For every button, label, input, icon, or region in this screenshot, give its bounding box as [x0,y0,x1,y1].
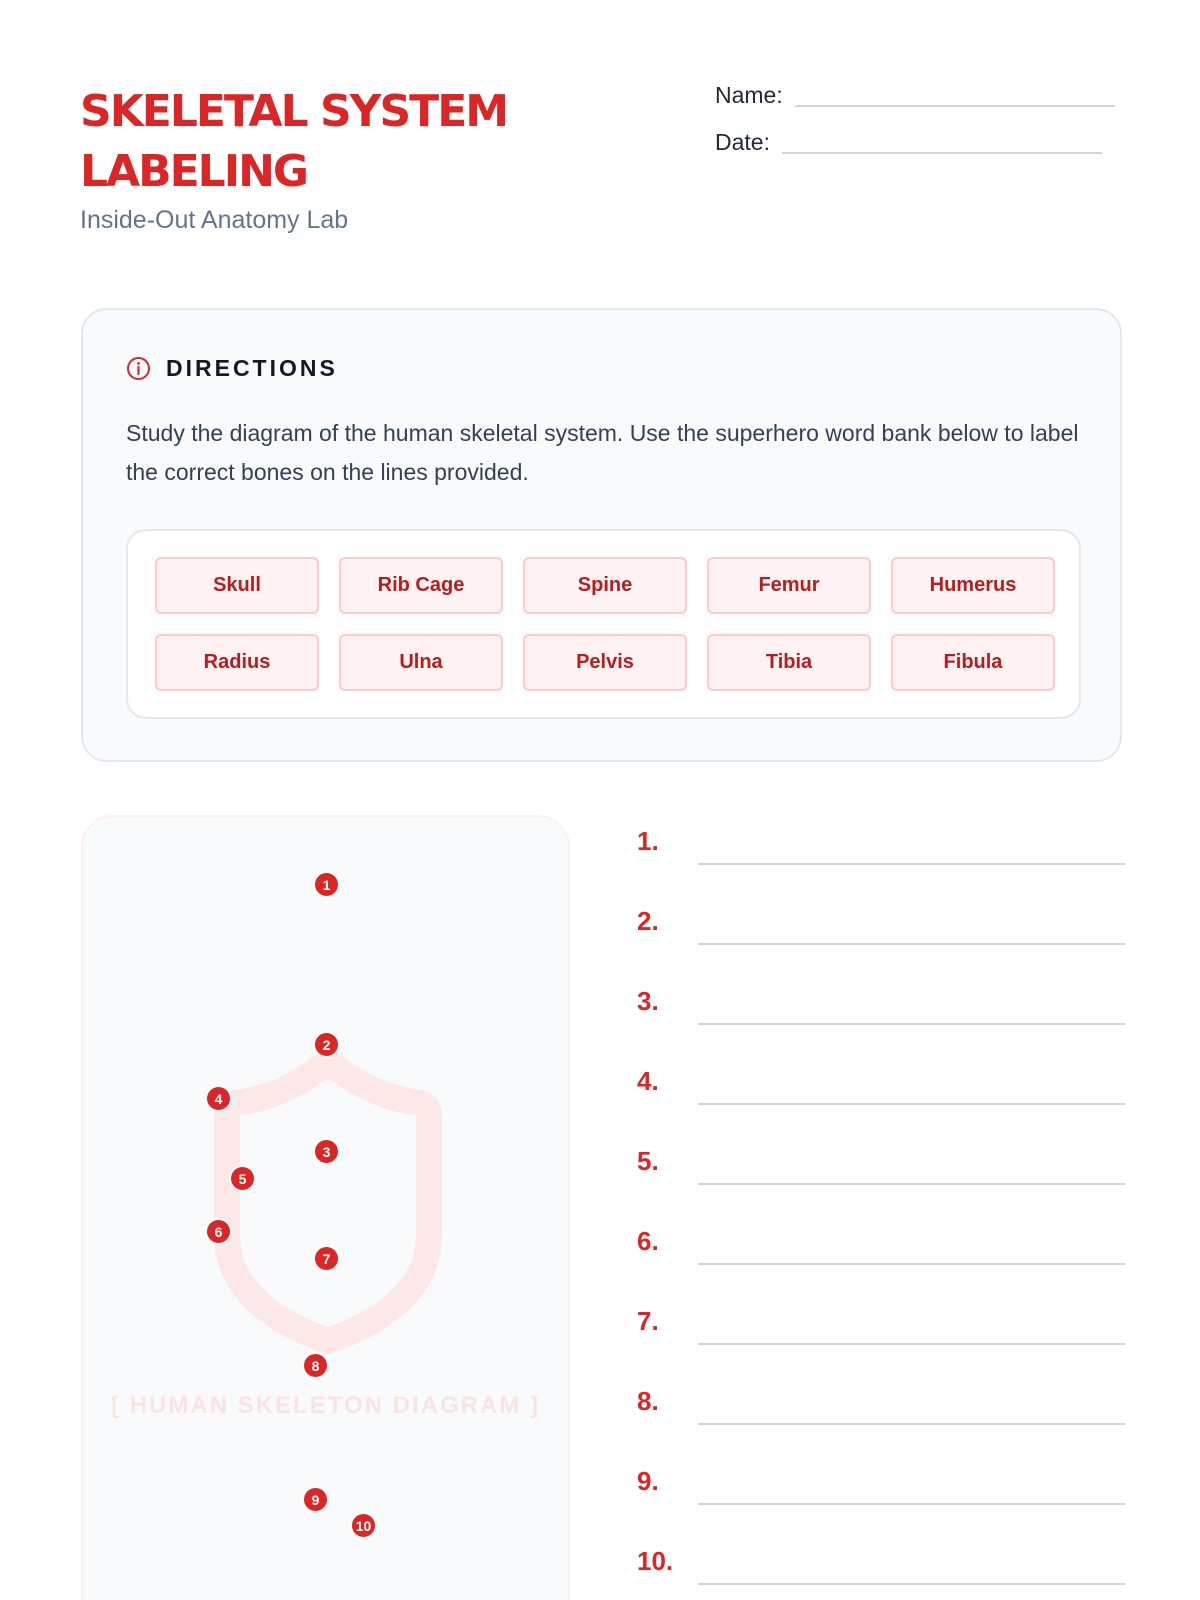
word-bank-item: Skull [155,557,319,614]
worksheet-title: SKELETAL SYSTEM LABELING [80,86,508,197]
answer-number: 2. [637,906,659,936]
answer-number: 5. [637,1146,659,1176]
diagram-marker: 5 [229,1165,256,1192]
skeleton-diagram [81,815,570,1600]
name-label: Name: [715,82,783,108]
word-bank-item: Tibia [707,634,871,691]
diagram-marker: 8 [302,1352,329,1379]
word-bank-item: Spine [523,557,687,614]
answer-number: 4. [637,1066,659,1096]
diagram-marker: 7 [313,1245,340,1272]
answer-number: 6. [637,1226,659,1256]
answer-line-10[interactable] [637,1546,1125,1586]
answer-blank[interactable] [698,1343,1125,1345]
date-label: Date: [715,129,770,155]
diagram-caption: [ HUMAN SKELETON DIAGRAM ] [111,1392,540,1419]
answer-line-8[interactable] [637,1386,1125,1426]
directions-text: Study the diagram of the human skeletal system. Use the superhero word bank below to label the correct bones on the lines provided. [126,420,1079,485]
name-line[interactable] [795,105,1115,107]
answer-line-7[interactable] [637,1306,1125,1346]
answer-blank[interactable] [698,943,1125,945]
shield-icon [207,1045,449,1355]
answer-number: 7. [637,1306,659,1336]
answer-blank[interactable] [698,1183,1125,1185]
answer-line-2[interactable] [637,906,1125,946]
answer-line-9[interactable] [637,1466,1125,1506]
directions-title: DIRECTIONS [166,355,338,381]
answer-line-3[interactable] [637,986,1125,1026]
diagram-marker: 3 [313,1138,340,1165]
diagram-marker: 6 [205,1218,232,1245]
word-bank-item: Pelvis [523,634,687,691]
word-bank-item: Femur [707,557,871,614]
name-field[interactable] [715,82,1115,109]
answer-line-4[interactable] [637,1066,1125,1106]
answer-blank[interactable] [698,1023,1125,1025]
word-bank [126,529,1081,719]
answer-number: 9. [637,1466,659,1496]
worksheet-subtitle: Inside-Out Anatomy Lab [80,206,349,234]
diagram-marker: 9 [302,1486,329,1513]
answer-number: 1. [637,826,659,856]
answer-line-6[interactable] [637,1226,1125,1266]
answer-number: 10. [637,1546,674,1576]
directions-card [81,308,1122,762]
answer-number: 8. [637,1386,659,1416]
directions-header [126,355,338,382]
answer-line-1[interactable] [637,826,1125,866]
word-bank-item: Radius [155,634,319,691]
answer-line-5[interactable] [637,1146,1125,1186]
date-line[interactable] [782,152,1102,154]
date-field[interactable] [715,129,1102,156]
diagram-marker: 2 [313,1031,340,1058]
answer-number: 3. [637,986,659,1016]
word-bank-item: Rib Cage [339,557,503,614]
word-bank-item: Humerus [891,557,1055,614]
answer-blank[interactable] [698,1503,1125,1505]
word-bank-item: Fibula [891,634,1055,691]
info-icon [126,356,151,381]
answer-blank[interactable] [698,863,1125,865]
answer-blank[interactable] [698,1583,1125,1585]
diagram-marker: 4 [205,1085,232,1112]
diagram-marker: 1 [313,871,340,898]
word-bank-item: Ulna [339,634,503,691]
diagram-marker: 10 [350,1512,377,1539]
answer-blank[interactable] [698,1423,1125,1425]
answer-blank[interactable] [698,1263,1125,1265]
answer-blank[interactable] [698,1103,1125,1105]
